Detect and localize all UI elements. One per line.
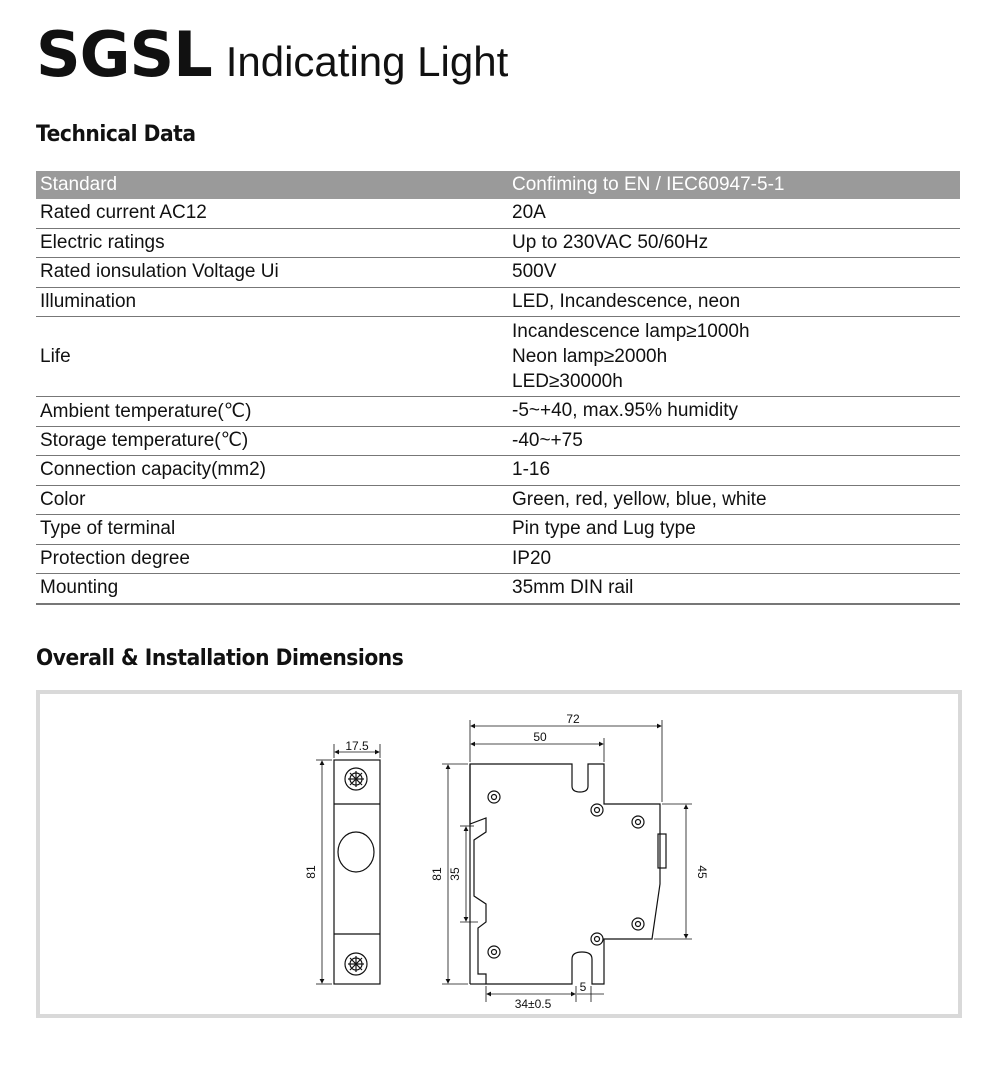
life-line: Incandescence lamp≥1000h (512, 321, 750, 342)
table-row (36, 456, 960, 486)
dim-rail-height: 35 (448, 867, 462, 881)
row-value: Green, red, yellow, blue, white (508, 485, 960, 515)
page-title (36, 18, 508, 98)
dimensions-heading: Overall & Installation Dimensions (36, 646, 404, 671)
table-row (36, 397, 960, 427)
row-value: 35mm DIN rail (508, 574, 960, 604)
side-clip (658, 834, 666, 868)
table-header-value: Confiming to EN / IEC60947-5-1 (508, 171, 960, 199)
row-value: -40~+75 (508, 426, 960, 456)
table-row (36, 515, 960, 545)
dim-side-total-width: 72 (566, 712, 580, 726)
row-value: 500V (508, 258, 960, 288)
screw-hole-icon (591, 933, 603, 945)
row-value: 1-16 (508, 456, 960, 486)
table-header-row (36, 171, 960, 199)
table-row (36, 426, 960, 456)
dim-front-width: 17.5 (345, 739, 369, 753)
row-value: Pin type and Lug type (508, 515, 960, 545)
indicator-lens (338, 832, 374, 872)
row-param: Mounting (36, 574, 508, 604)
life-line: Neon lamp≥2000h (512, 346, 668, 367)
screw-hole-icon (632, 918, 644, 930)
dimension-drawing (40, 694, 958, 1014)
row-value: Up to 230VAC 50/60Hz (508, 228, 960, 258)
technical-data-heading: Technical Data (36, 122, 196, 147)
row-value: 20A (508, 199, 960, 228)
screw-hole-icon (488, 791, 500, 803)
table-row (36, 544, 960, 574)
row-param: Rated ionsulation Voltage Ui (36, 258, 508, 288)
side-body-outline (470, 764, 660, 984)
brand-name: SGSL (36, 18, 212, 91)
screw-hole-icon (488, 946, 500, 958)
dim-bottom-offset: 5 (579, 980, 587, 994)
table-row (36, 574, 960, 604)
side-view (470, 764, 666, 984)
table-row (36, 228, 960, 258)
row-param: Protection degree (36, 544, 508, 574)
terminal-screw-icon (345, 953, 367, 975)
row-value-multiline (508, 317, 960, 397)
table-row (36, 287, 960, 317)
screw-hole-icon (591, 804, 603, 816)
table-row (36, 485, 960, 515)
row-param: Type of terminal (36, 515, 508, 545)
row-value: LED, Incandescence, neon (508, 287, 960, 317)
life-line: LED≥30000h (512, 371, 623, 392)
table-row (36, 258, 960, 288)
dim-front-face-height: 45 (695, 865, 709, 879)
dim-side-height: 81 (430, 867, 444, 881)
table-row (36, 199, 960, 228)
dim-side-upper-width: 50 (533, 730, 547, 744)
table-row (36, 317, 960, 397)
dim-bottom-width: 34±0.5 (514, 997, 552, 1011)
row-param: Life (36, 317, 508, 397)
technical-data-table (36, 171, 960, 605)
dim-front-height: 81 (304, 865, 318, 879)
row-param: Storage temperature(℃) (36, 426, 508, 456)
row-value: IP20 (508, 544, 960, 574)
row-param: Electric ratings (36, 228, 508, 258)
table-header-param: Standard (36, 171, 508, 199)
row-param: Connection capacity(mm2) (36, 456, 508, 486)
front-view (334, 760, 380, 984)
row-param: Ambient temperature(℃) (36, 397, 508, 427)
terminal-screw-icon (345, 768, 367, 790)
row-value: -5~+40, max.95% humidity (508, 397, 960, 427)
row-param: Color (36, 485, 508, 515)
row-param: Rated current AC12 (36, 199, 508, 228)
screw-hole-icon (632, 816, 644, 828)
product-name: Indicating Light (225, 38, 509, 85)
row-param: Illumination (36, 287, 508, 317)
dimensions-drawing-panel (36, 690, 962, 1018)
